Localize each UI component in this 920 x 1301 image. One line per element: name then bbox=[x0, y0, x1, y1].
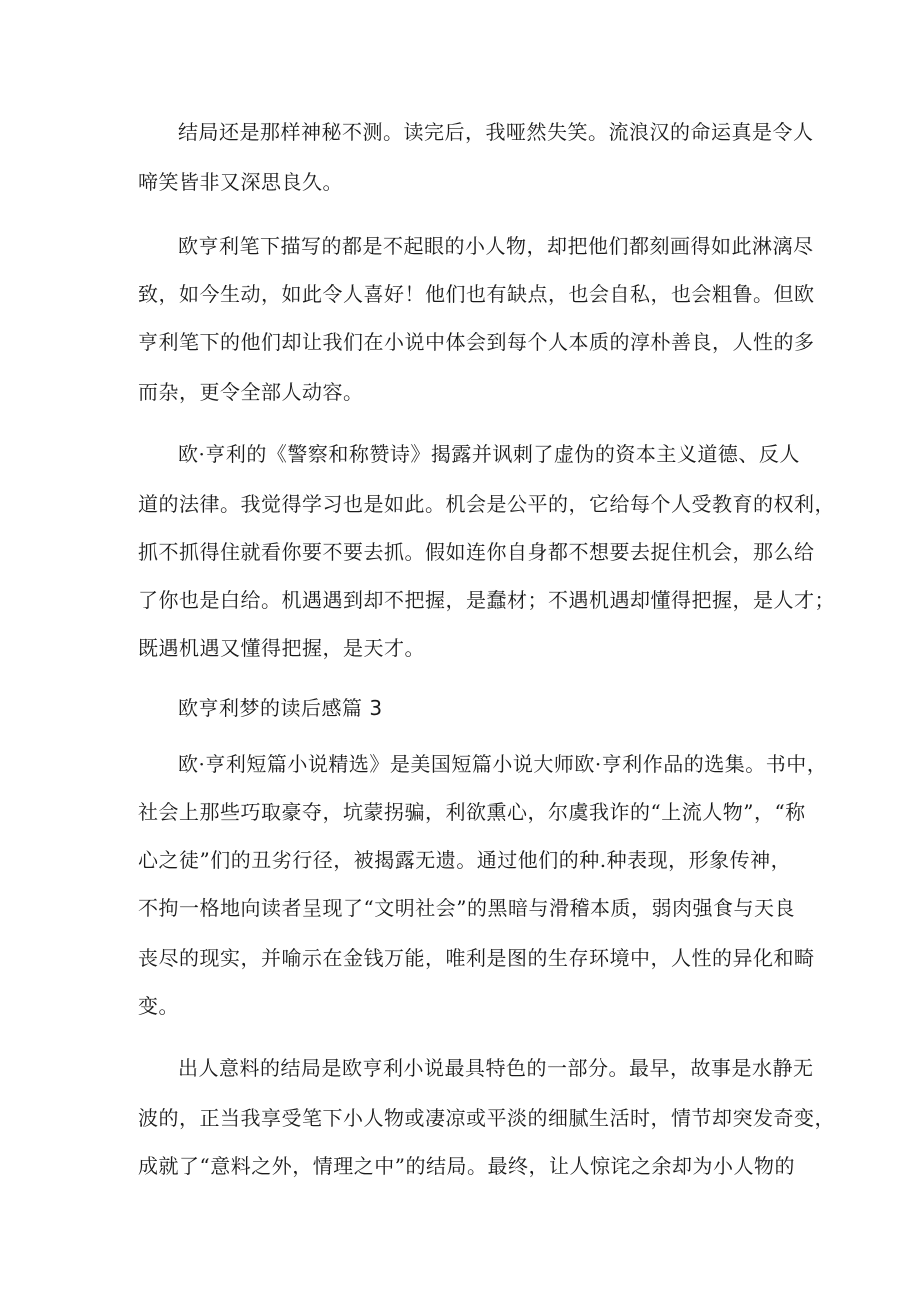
paragraph-4-line-3: 心之徒”们的丑劣行径，被揭露无遗。通过他们的种.种表现，形象传神， bbox=[138, 848, 792, 872]
paragraph-2-line-3: 亨利笔下的他们却让我们在小说中体会到每个人本质的淳朴善良，人性的多 bbox=[138, 330, 815, 354]
paragraph-2-line-4: 而杂，更令全部人动容。 bbox=[138, 380, 364, 404]
paragraph-3-line-4: 了你也是白给。机遇遇到却不把握，是蠢材；不遇机遇却懂得把握，是人才； bbox=[138, 588, 835, 612]
paragraph-4-line-6: 变。 bbox=[138, 994, 179, 1018]
paragraph-5-line-1: 出人意料的结局是欧亨利小说最具特色的一部分。最早，故事是水静无 bbox=[178, 1056, 814, 1080]
paragraph-3-line-5: 既遇机遇又懂得把握，是天才。 bbox=[138, 636, 425, 660]
paragraph-4-line-5: 丧尽的现实，并喻示在金钱万能，唯利是图的生存环境中，人性的异化和畸 bbox=[138, 946, 815, 970]
section-heading: 欧亨利梦的读后感篇 3 bbox=[178, 696, 383, 720]
paragraph-1-line-2: 啼笑皆非又深思良久。 bbox=[138, 170, 343, 194]
paragraph-2-line-1: 欧亨利笔下描写的都是不起眼的小人物，却把他们都刻画得如此淋漓尽 bbox=[178, 234, 814, 258]
paragraph-5-line-2: 波的，正当我享受笔下小人物或凄凉或平淡的细腻生活时，情节却突发奇变， bbox=[138, 1106, 835, 1130]
paragraph-4-line-4: 不拘一格地向读者呈现了“文明社会”的黑暗与滑稽本质，弱肉强食与天良 bbox=[138, 896, 795, 920]
paragraph-3-line-3: 抓不抓得住就看你要不要去抓。假如连你自身都不想要去捉住机会，那么给 bbox=[138, 540, 815, 564]
paragraph-4-line-1: 欧·亨利短篇小说精选》是美国短篇小说大师欧·亨利作品的选集。书中， bbox=[178, 752, 828, 776]
paragraph-2-line-2: 致，如今生动，如此令人喜好！他们也有缺点，也会自私，也会粗鲁。但欧 bbox=[138, 282, 815, 306]
paragraph-1-line-1: 结局还是那样神秘不测。读完后，我哑然失笑。流浪汉的命运真是令人 bbox=[178, 120, 814, 144]
paragraph-5-line-3: 成就了“意料之外，情理之中”的结局。最终，让人惊诧之余却为小人物的 bbox=[138, 1154, 795, 1178]
paragraph-4-line-2: 社会上那些巧取豪夺，坑蒙拐骗，利欲熏心，尔虞我诈的“上流人物”，“称 bbox=[138, 800, 806, 824]
paragraph-3-line-1: 欧·亨利的《警察和称赞诗》揭露并讽刺了虚伪的资本主义道德、反人 bbox=[178, 442, 800, 466]
paragraph-3-line-2: 道的法律。我觉得学习也是如此。机会是公平的，它给每个人受教育的权利， bbox=[138, 492, 835, 516]
